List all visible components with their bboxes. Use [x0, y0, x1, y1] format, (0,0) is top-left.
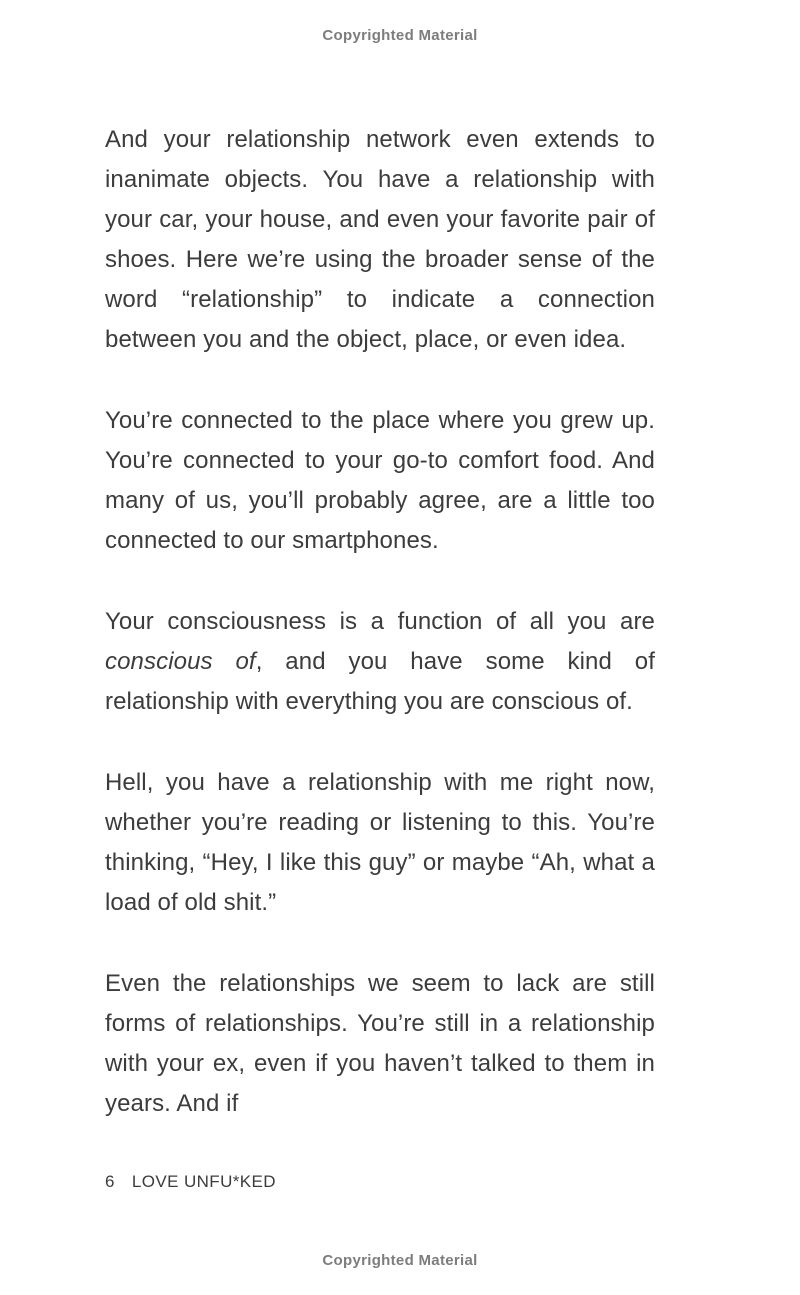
- page-number: 6: [105, 1172, 115, 1191]
- paragraph: [105, 964, 655, 1124]
- text-segment: Even the relationships we seem to lack are still forms of relationships. You’re still in a relationship with your ex, even if you haven’t talked to them in years. And if: [105, 970, 655, 1117]
- page-footer: [105, 1172, 276, 1192]
- text-segment: Hell, you have a relationship with me right now, whether you’re reading or listening to this. You’re thinking, “Hey, I like this guy” or maybe “Ah, what a load of old shit.”: [105, 769, 655, 916]
- text-segment: You’re connected to the place where you grew up. You’re connected to your go-to comfort food. And many of us, you’ll probably agree, are a little too connected to our smartphones.: [105, 407, 655, 554]
- paragraph: [105, 401, 655, 561]
- text-segment: Your consciousness is a function of all you are: [105, 608, 655, 635]
- italic-text-segment: conscious of: [105, 648, 256, 675]
- copyright-notice-top: Copyrighted Material: [322, 27, 478, 44]
- text-segment: And your relationship network even extends to inanimate objects. You have a relationship with your car, your house, and even your favorite pair of shoes. Here we’re using the broader sense of the word “relationship” to indicate a connection between you and the object, place, or even idea.: [105, 126, 655, 353]
- running-title: LOVE UNFU*KED: [131, 1172, 276, 1191]
- copyright-notice-bottom: Copyrighted Material: [322, 1252, 478, 1269]
- body-text: [105, 120, 655, 1165]
- text-segment: , and you have some kind of relationship with everything you are conscious of.: [105, 648, 656, 715]
- paragraph: [105, 763, 655, 923]
- paragraph: [105, 602, 655, 722]
- paragraph: [105, 120, 655, 360]
